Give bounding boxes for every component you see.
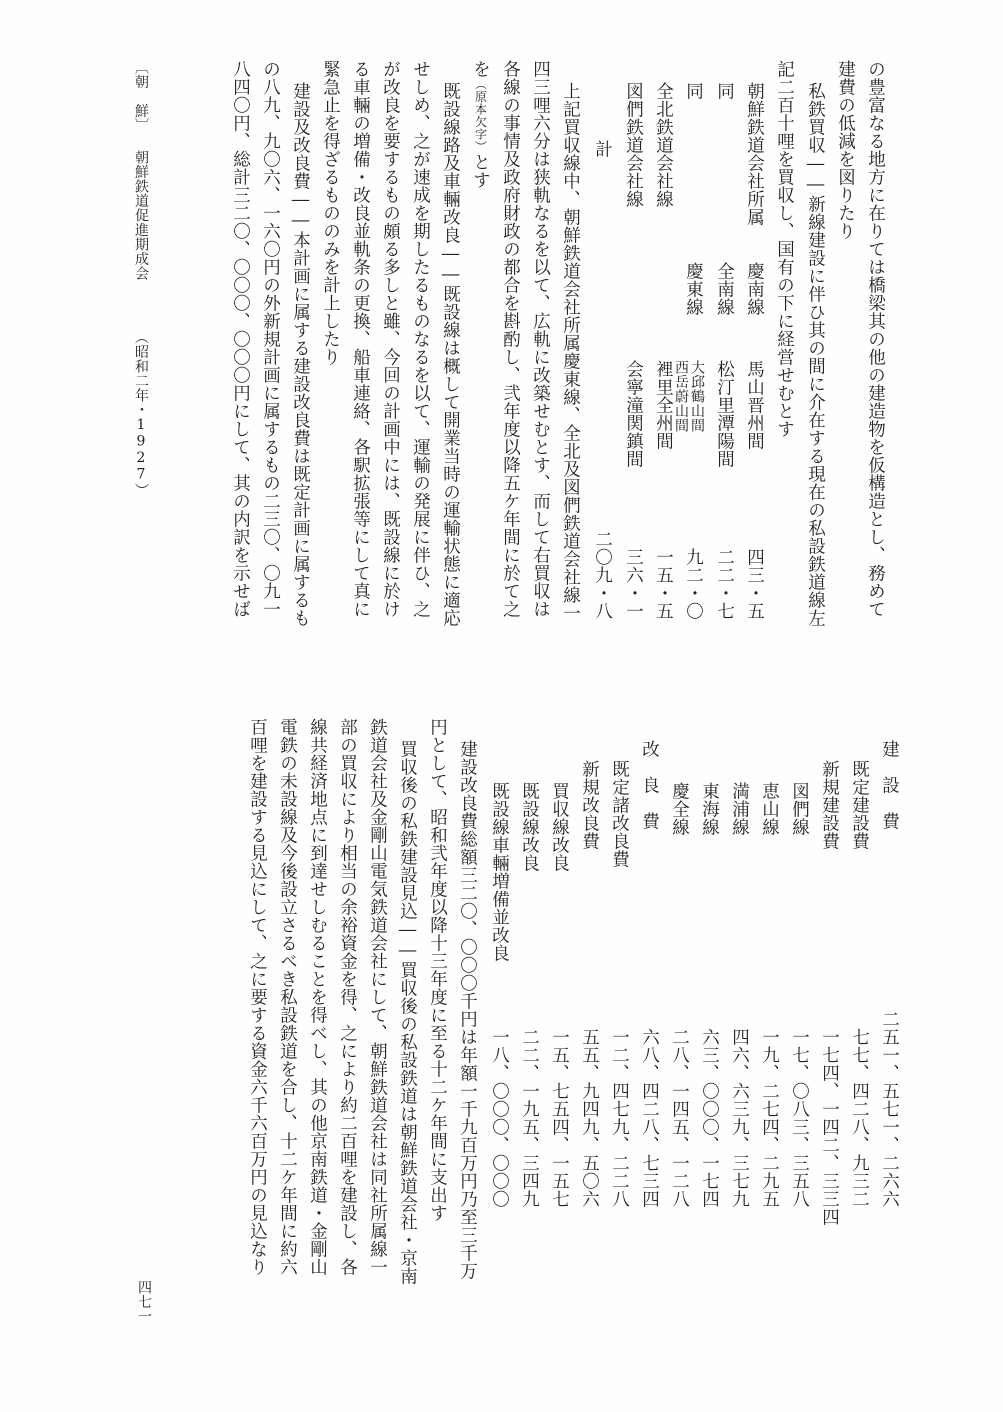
rail-line-2: 全南線 <box>714 262 735 316</box>
table-row-5-value: 四六、六三九、三七九 <box>729 1028 750 1208</box>
table-row-1-value: 七七、四二八、九三二 <box>849 1028 870 1208</box>
rail-length-1: 四三・五 <box>744 548 765 620</box>
rail-section-3a: 大邱鶴山間 <box>689 360 705 433</box>
rail-total-label: 計 <box>592 140 613 158</box>
table-row-4-value: 一九、二七四、二九五 <box>759 1028 780 1208</box>
table-row-12-label: 既設線改良 <box>519 782 540 872</box>
rail-length-4: 一五・五 <box>653 548 674 620</box>
table-row-0-value: 二五一、五七一、二六六 <box>879 1010 900 1208</box>
rail-owner-5: 図們鉄道会社線 <box>623 82 644 208</box>
top-line-7: 各線の事情及政府財政の都合を斟酌し、弐年度以降五ケ年間に於て之 <box>500 60 521 618</box>
top-line-15: の八九、九〇六、一六〇円の外新規計画に属するもの二三〇、〇九一 <box>260 60 281 618</box>
rail-section-3b: 西岳蔚山間 <box>673 360 689 433</box>
top-line-16: 八四〇円、総計三二〇、〇〇〇、〇〇〇円にして、其の内訳を示せば <box>230 60 251 618</box>
rail-owner-1: 朝鮮鉄道会社所属 <box>744 82 765 226</box>
table-row-12-value: 二二、一九五、三四九 <box>519 1028 540 1208</box>
footer-region: 〔朝 鮮〕 <box>133 60 149 133</box>
table-row-3-value: 一七、〇八三、三五八 <box>789 1028 810 1208</box>
table-row-8-label: 改 良 費 <box>639 740 660 830</box>
table-row-4-label: 恵山線 <box>759 782 780 836</box>
bottom-line-4: 鉄道会社及金剛山電気鉄道会社にして、朝鮮鉄道会社は同社所属線一 <box>367 718 388 1276</box>
top-line-2: 建費の低減を図りたり <box>835 60 856 240</box>
top-line-12: る車輛の増備・改良並軌条の更換、船車連絡、各駅拡張等にして真に <box>350 60 371 618</box>
rail-owner-3: 同 <box>683 82 704 100</box>
page-number: 四七一 <box>136 1280 152 1324</box>
rail-section-1: 馬山晋州間 <box>744 360 765 450</box>
bottom-line-6: 線共経済地点に到達せしむることを得べし、其の他京南鉄道・金剛山 <box>307 718 328 1276</box>
bottom-line-1: 建設改良費総額三二〇、〇〇〇千円は年額一千九百万円乃至三千万 <box>457 740 478 1280</box>
bottom-line-3: 買収後の私鉄建設見込――買収後の私設鉄道は朝鮮鉄道会社・京南 <box>397 740 418 1285</box>
table-row-7-label: 慶全線 <box>669 782 690 836</box>
bottom-line-2: 円として、昭和弐年度以降十三年度に至る十二ケ年間に支出す <box>427 718 448 1222</box>
table-row-6-value: 六三、〇〇〇、一七四 <box>699 1028 720 1208</box>
top-line-4: 記二百十哩を買収し、国有の下に経営せむとす <box>774 60 795 438</box>
table-row-0-label: 建 設 費 <box>879 740 900 830</box>
table-row-1-label: 既定建設費 <box>849 760 870 850</box>
top-line-3: 私鉄買収――新線建設に伴ひ其の間に介在する現在の私設鉄道線左 <box>805 82 826 627</box>
table-row-6-label: 東海線 <box>699 782 720 836</box>
top-line-5: 上記買収線中、朝鮮鉄道会社所属慶東線、全北及図們鉄道会社線一 <box>560 82 581 622</box>
table-row-11-value: 一五、七五四、一五七 <box>549 1028 570 1208</box>
top-line-10: せしめ、之が速成を期したるものなるを以て、運輸の発展に伴ひ、之 <box>410 60 431 618</box>
rail-line-1: 慶南線 <box>744 262 765 316</box>
table-row-13-value: 一八、〇〇〇、〇〇〇 <box>489 1028 510 1208</box>
top-line-8 <box>471 60 489 189</box>
footer-year: （昭和二年・1927） <box>133 330 149 498</box>
missing-char-note: （原本欠字） <box>473 78 488 153</box>
top-line-8-a: を <box>470 60 491 78</box>
rail-length-2: 二二・七 <box>714 548 735 620</box>
table-row-13-label: 既設線車輛増備並改良 <box>489 782 510 962</box>
top-line-11: が改良を要するもの頗る多しと雖、今回の計画中には、既設線に於け <box>380 60 401 618</box>
table-row-2-label: 新規建設費 <box>819 760 840 850</box>
table-row-8-value: 六八、四二八、七三四 <box>639 1028 660 1208</box>
rail-section-5: 会寧潼関鎮間 <box>623 360 644 468</box>
top-line-6: 四三哩六分は狭軌なるを以て、広軌に改築せむとす、而して右買収は <box>530 60 551 618</box>
rail-section-2: 松汀里潭陽間 <box>714 360 735 468</box>
table-row-10-label: 新規改良費 <box>579 760 600 850</box>
top-line-13: 緊急止を得ざるもののみを計上したり <box>320 60 341 366</box>
footer-organization: 朝鮮鉄道促進期成会 <box>133 150 149 281</box>
table-row-7-value: 二八、一四五、一二八 <box>669 1028 690 1208</box>
bottom-line-7: 電鉄の未設線及今後設立さるべき私設鉄道を合し、十二ケ年間に約六 <box>277 718 298 1276</box>
table-row-2-value: 一七四、一四二、三三四 <box>819 1028 840 1226</box>
top-line-8-b: とす <box>470 153 491 189</box>
rail-length-5: 三六・一 <box>623 548 644 620</box>
rail-length-3: 九二・〇 <box>683 548 704 620</box>
table-row-5-label: 満浦線 <box>729 782 750 836</box>
table-row-9-label: 既定諸改良費 <box>609 760 630 868</box>
rail-line-3: 慶東線 <box>683 262 704 316</box>
rail-owner-4: 全北鉄道会社線 <box>653 82 674 208</box>
table-row-10-value: 五五、九四九、五〇六 <box>579 1028 600 1208</box>
rail-total-value: 二〇九・八 <box>592 530 613 620</box>
rail-owner-2: 同 <box>714 82 735 100</box>
top-line-9: 既設線路及車輛改良――既設線は概して開業当時の運輸状態に適応 <box>440 82 461 627</box>
top-line-1: の豊富なる地方に在りては橋梁其の他の建造物を仮構造とし、務めて <box>865 60 886 618</box>
table-row-3-label: 図們線 <box>789 782 810 836</box>
bottom-line-5: 部の買収により相当の余裕資金を得、之により約二百哩を建設し、各 <box>337 718 358 1276</box>
table-row-11-label: 買収線改良 <box>549 782 570 872</box>
rail-section-4: 裡里全州間 <box>653 360 674 450</box>
bottom-line-8: 百哩を建設する見込にして、之に要する資金六千六百万円の見込なり <box>247 718 268 1276</box>
table-row-9-value: 一二、四七九、二二八 <box>609 1028 630 1208</box>
top-line-14: 建設及改良費――本計画に属する建設改良費は既定計画に属するも <box>290 82 311 627</box>
